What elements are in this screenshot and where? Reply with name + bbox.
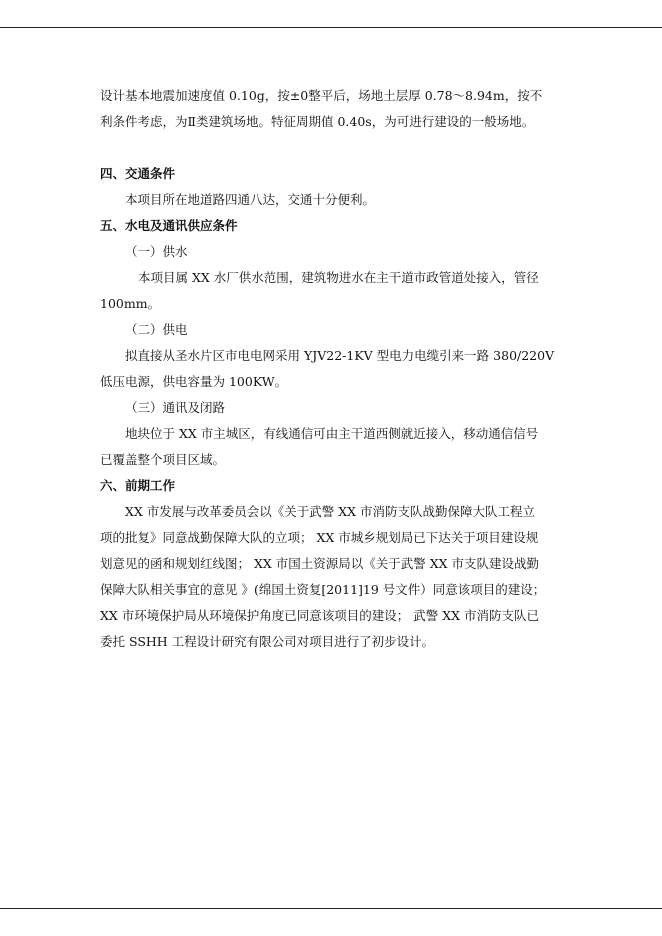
section-6-line-5: XX 市环境保护局从环境保护角度已同意该项目的建设； 武警 XX 市消防支队已: [100, 608, 539, 623]
spacer: [100, 135, 562, 161]
section-6-line-6: 委托 SSHH 工程设计研究有限公司对项目进行了初步设计。: [100, 634, 435, 649]
comm-line-1: 地块位于 XX 市主城区，有线通信可由主干道西侧就近接入，移动通信信号: [125, 426, 539, 441]
water-line-2: 100mm。: [100, 296, 161, 311]
water-line-1: 本项目属 XX 水厂供水范围，建筑物进水在主干道市政管道处接入，管径: [138, 270, 539, 285]
water-heading: （一）供水: [125, 244, 188, 259]
section-6-heading: 六、前期工作: [100, 478, 176, 493]
intro-line-2: 利条件考虑，为Ⅱ类建筑场地。特征周期值 0.40s，为可进行建设的一般场地。: [100, 114, 535, 129]
power-heading: （二）供电: [125, 322, 188, 337]
comm-line-2: 已覆盖整个项目区域。: [100, 452, 226, 467]
power-line-1: 拟直接从圣水片区市电电网采用 YJV22-1KV 型电力电缆引来一路 380/220V: [125, 348, 555, 363]
section-6-line-2: 项的批复》同意战勤保障大队的立项； XX 市城乡规划局已下达关于项目建设规: [100, 530, 539, 545]
section-4-text: 本项目所在地道路四通八达，交通十分便利。: [125, 192, 376, 207]
document-body: [100, 83, 562, 655]
power-line-2: 低压电源，供电容量为 100KW。: [100, 374, 288, 389]
section-4-heading: 四、交通条件: [100, 166, 176, 181]
header-rule: [0, 27, 662, 28]
comm-heading: （三）通讯及闭路: [125, 400, 226, 415]
section-5-heading: 五、水电及通讯供应条件: [100, 218, 238, 233]
footer-rule: [0, 908, 662, 909]
section-6-line-4: 保障大队相关事宜的意见 》(绵国土资复[2011]19 号文件）同意该项目的建设；: [100, 582, 546, 597]
section-6-line-3: 划意见的函和规划红线图； XX 市国土资源局以《关于武警 XX 市支队建设战勤: [100, 556, 539, 571]
section-6-line-1: XX 市发展与改革委员会以《关于武警 XX 市消防支队战勤保障大队工程立: [125, 504, 536, 519]
intro-line-1: 设计基本地震加速度值 0.10g，按±0整平后，场地土层厚 0.78～8.94m，按不: [100, 88, 543, 103]
